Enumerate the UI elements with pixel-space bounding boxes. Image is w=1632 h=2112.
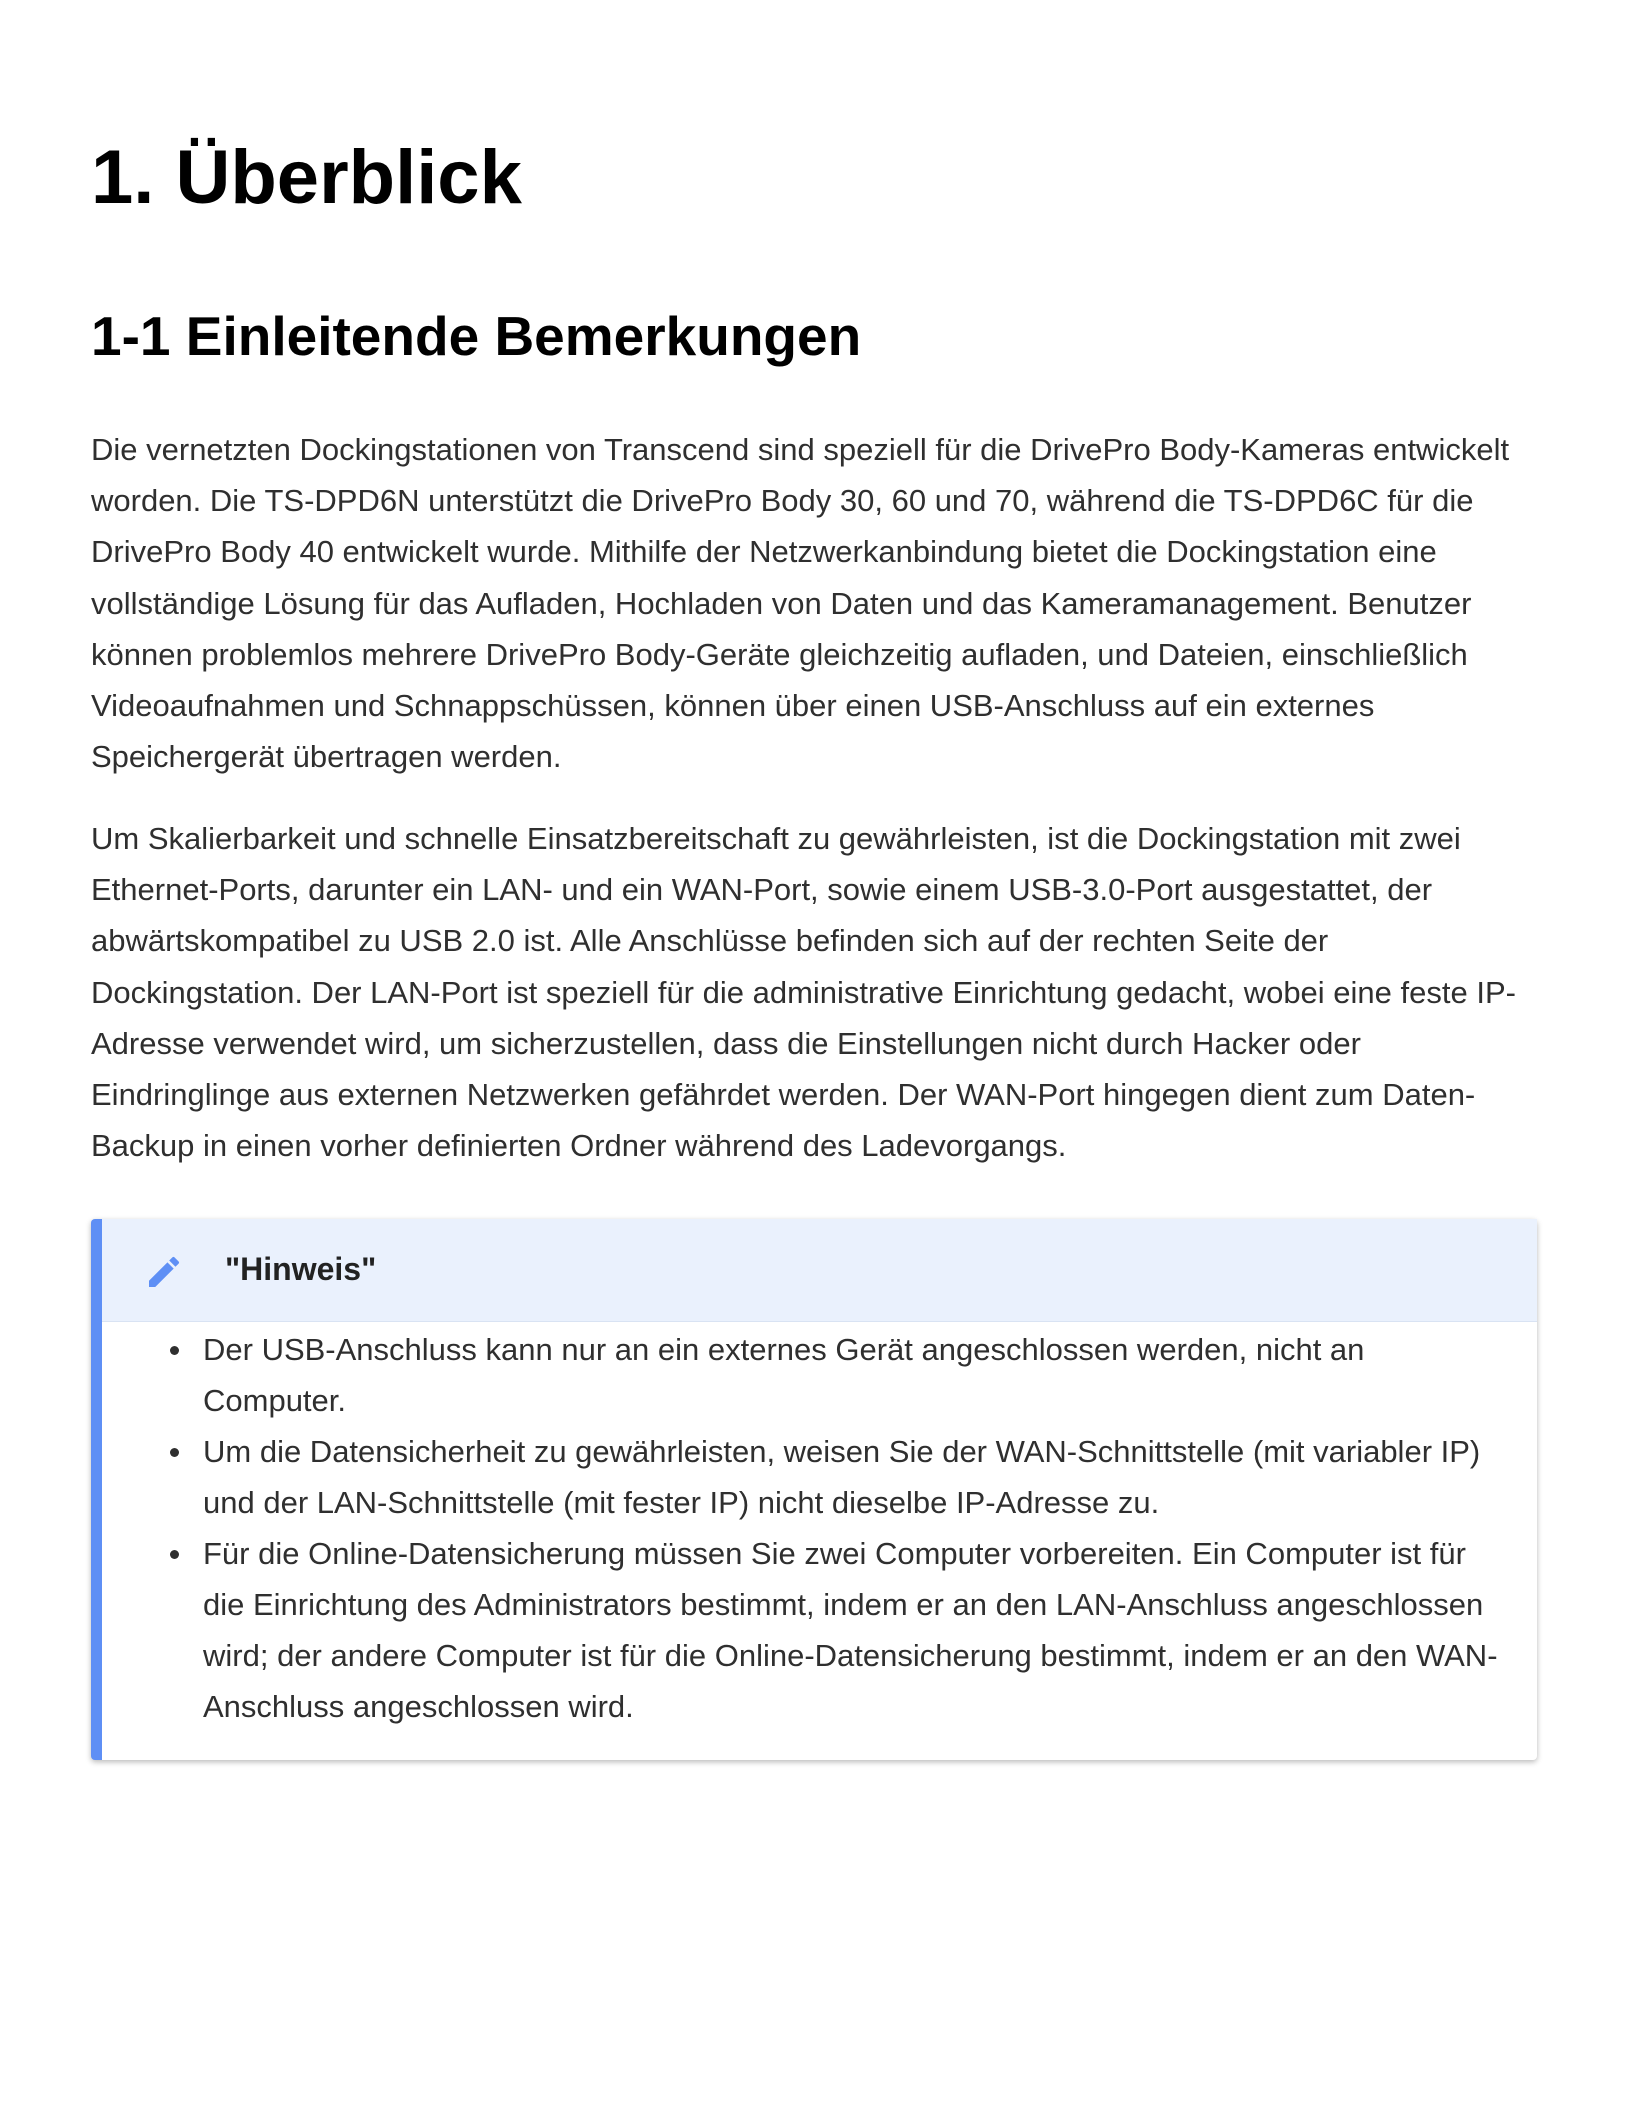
note-list xyxy=(203,1324,1513,1732)
note-item: Der USB-Anschluss kann nur an ein externes Gerät angeschlossen werden, nicht an Computer. xyxy=(203,1324,1513,1426)
chapter-heading: 1. Überblick xyxy=(91,135,522,220)
note-item: Für die Online-Datensicherung müssen Sie zwei Computer vorbereiten. Ein Computer ist für die Einrichtung des Administrators bestimmt, indem er an den LAN-Anschluss angeschlossen wird; der andere Computer ist für die Online-Datensicherung bestimmt, indem er an den WAN-Anschluss angeschlossen wird. xyxy=(203,1528,1513,1732)
note-item: Um die Datensicherheit zu gewährleisten, weisen Sie der WAN-Schnittstelle (mit variabler IP) und der LAN-Schnittstelle (mit fester IP) nicht dieselbe IP-Adresse zu. xyxy=(203,1426,1513,1528)
note-box xyxy=(91,1219,1537,1760)
intro-paragraph: Die vernetzten Dockingstationen von Transcend sind speziell für die DrivePro Body-Kameras entwickelt worden. Die TS-DPD6N unterstützt die DrivePro Body 30, 60 und 70, während die TS-DPD6C für die DrivePro Body 40 entwickelt wurde. Mithilfe der Netzwerkanbindung bietet die Dockingstation eine vollständige Lösung für das Aufladen, Hochladen von Daten und das Kameramanagement. Benutzer können problemlos mehrere DrivePro Body-Geräte gleichzeitig aufladen, und Dateien, einschließlich Videoaufnahmen und Schnappschüssen, können über einen USB-Anschluss auf ein externes Speichergerät übertragen werden. xyxy=(91,432,1510,775)
ports-paragraph: Um Skalierbarkeit und schnelle Einsatzbereitschaft zu gewährleisten, ist die Dockingstation mit zwei Ethernet-Ports, darunter ein LAN- und ein WAN-Port, sowie einem USB-3.0-Port ausgestattet, der abwärtskompatibel zu USB 2.0 ist. Alle Anschlüsse befinden sich auf der rechten Seite der Dockingstation. Der LAN-Port ist speziell für die administrative Einrichtung gedacht, wobei eine feste IP-Adresse verwendet wird, um sicherzustellen, dass die Einstellungen nicht durch Hacker oder Eindringlinge aus externen Netzwerken gefährdet werden. Der WAN-Port hingegen dient zum Daten-Backup in einen vorher definierten Ordner während des Ladevorgangs. xyxy=(91,821,1516,1164)
note-title: "Hinweis" xyxy=(225,1251,377,1287)
pencil-icon xyxy=(144,1252,184,1292)
section-heading: 1-1 Einleitende Bemerkungen xyxy=(91,305,862,367)
note-header xyxy=(102,1219,1537,1322)
